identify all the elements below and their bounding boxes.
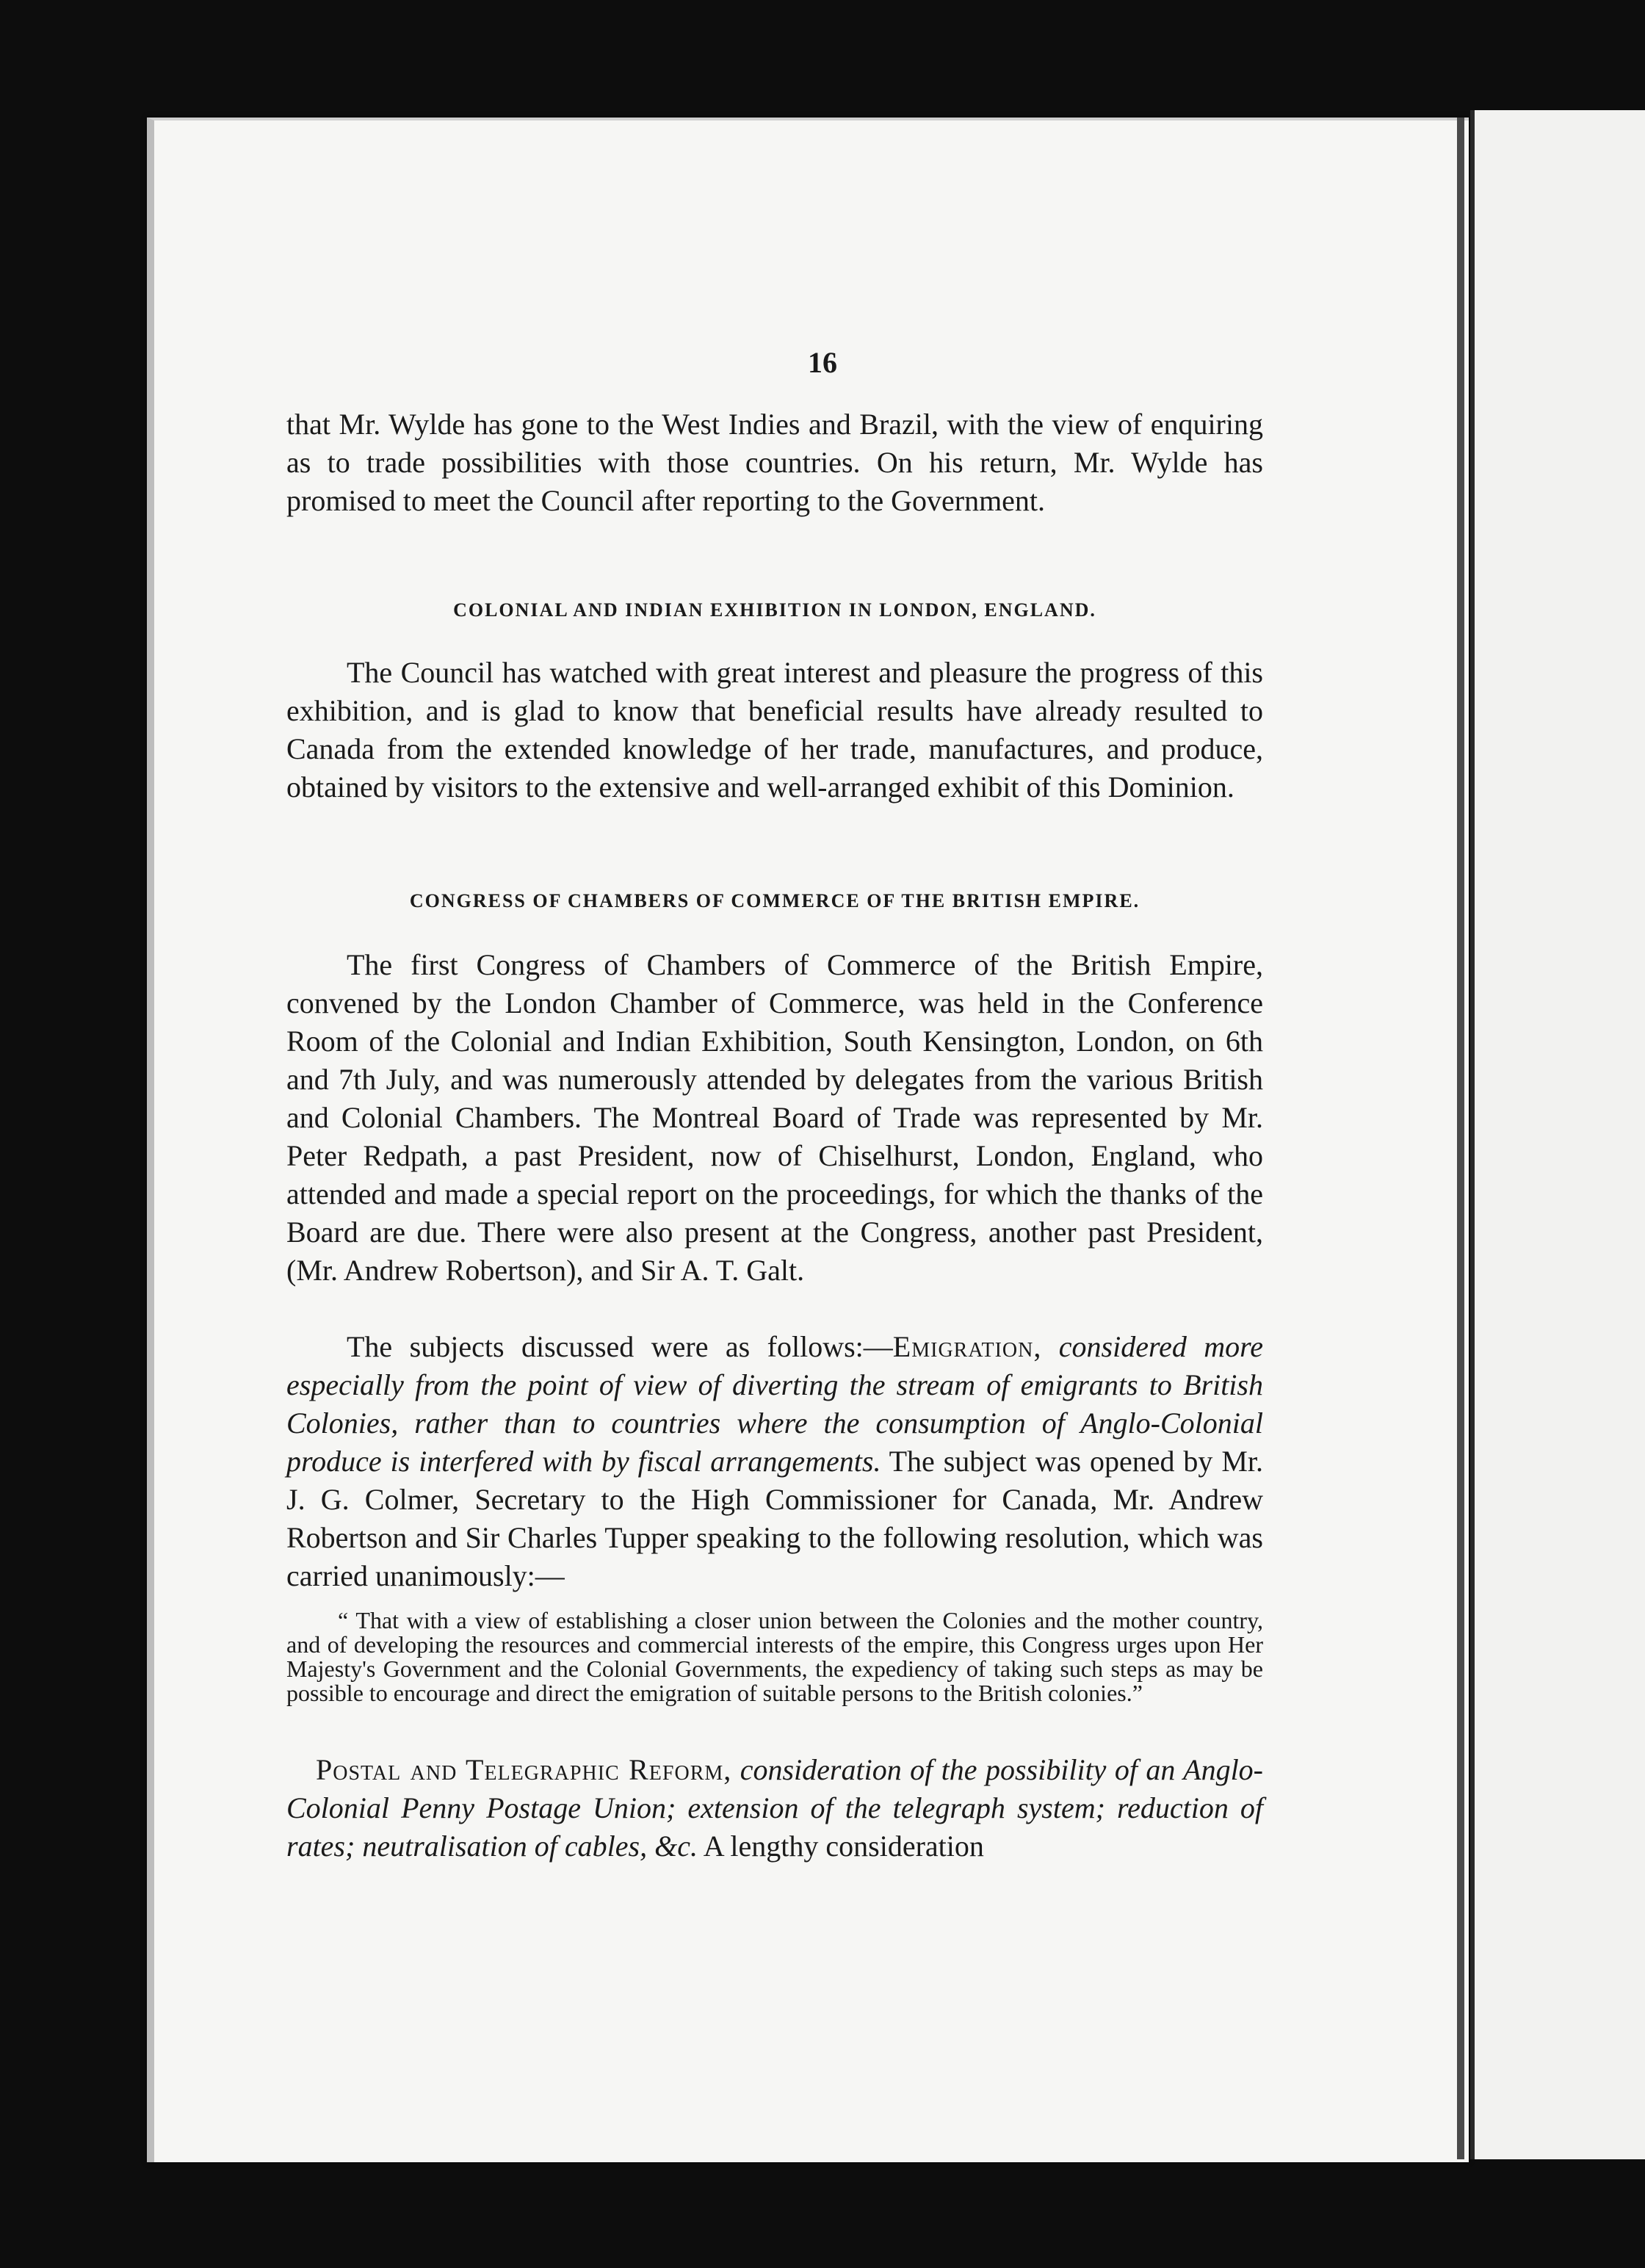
paragraph-postal (286, 1751, 1263, 1866)
opening-paragraph: that Mr. Wylde has gone to the West Indies and Brazil, with the view of enquiring as to trade possibilities with those countries. On his return, Mr. Wylde has promised to meet the Council after reporting to the Government. (286, 408, 1263, 517)
emigration-rest: The subject was opened by Mr. J. G. Colmer, Secretary to the High Commissioner for Canada, Mr. Andrew Robertson and Sir Charles Tupper speaking to the following resolution, which was carried unanimously:— (286, 1445, 1263, 1592)
postal-description: consideration of the possibility of an Anglo-Colonial Penny Postage Union; extension of the telegraph system; reduction of rates; neutralisation of cables, &c. (286, 1753, 1264, 1863)
paragraph-congress: The first Congress of Chambers of Commerce of the British Empire, convened by the London Chamber of Commerce, was held in the Conference Room of the Colonial and Indian Exhibition, South Kensington, London, on 6th and 7th July, and was numerously attended by delegates from the various British and Colonial Chambers. The Montreal Board of Trade was represented by Mr. Peter Redpath, a past President, now of Chiselhurst, London, England, who attended and made a special report on the proceedings, for which the thanks of the Board are due. There were also present at the Congress, another past President, (Mr. Andrew Robertson), and Sir A. T. Galt. (286, 948, 1263, 1287)
adjacent-page-edge (1470, 110, 1645, 2159)
paragraph-exhibition: The Council has watched with great interest and pleasure the progress of this exhibition, and is glad to know that beneficial results have already resulted to Canada from the extended knowledge of her trade, manufactures, and produce, obtained by visitors to the extensive and well-arranged exhibit of this Dominion. (286, 656, 1263, 803)
section-heading-exhibition: COLONIAL AND INDIAN EXHIBITION IN LONDON, ENGLAND. (453, 599, 1096, 621)
book-spine (1457, 118, 1464, 2159)
resolution-quote: “ That with a view of establishing a closer union between the Colonies and the mother country, and of developing the resources and commercial interests of the empire, this Congress urges upon Her Majesty's Government and the Colonial Governments, the expediency of taking such steps as may be possible to encourage and direct the emigration of suitable persons to the British colonies.” (286, 1607, 1263, 1706)
section-heading-congress: CONGRESS OF CHAMBERS OF COMMERCE OF THE BRITISH EMPIRE. (409, 890, 1140, 911)
paragraph-subjects (286, 1328, 1263, 1595)
postal-label: Postal and Telegraphic Reform, (316, 1753, 732, 1786)
subjects-lead: The subjects discussed were as follows:— (347, 1330, 893, 1363)
emigration-description: considered more especially from the point of view of diverting the stream of emigrants to British Colonies, rather than to countries where the consumption of Anglo-Colonial produce is interfered with by fiscal arrangements. (286, 1330, 1263, 1478)
emigration-label: Emigration, (892, 1330, 1042, 1363)
page-number: 16 (808, 346, 837, 379)
postal-rest: A lengthy consideration (703, 1830, 984, 1863)
